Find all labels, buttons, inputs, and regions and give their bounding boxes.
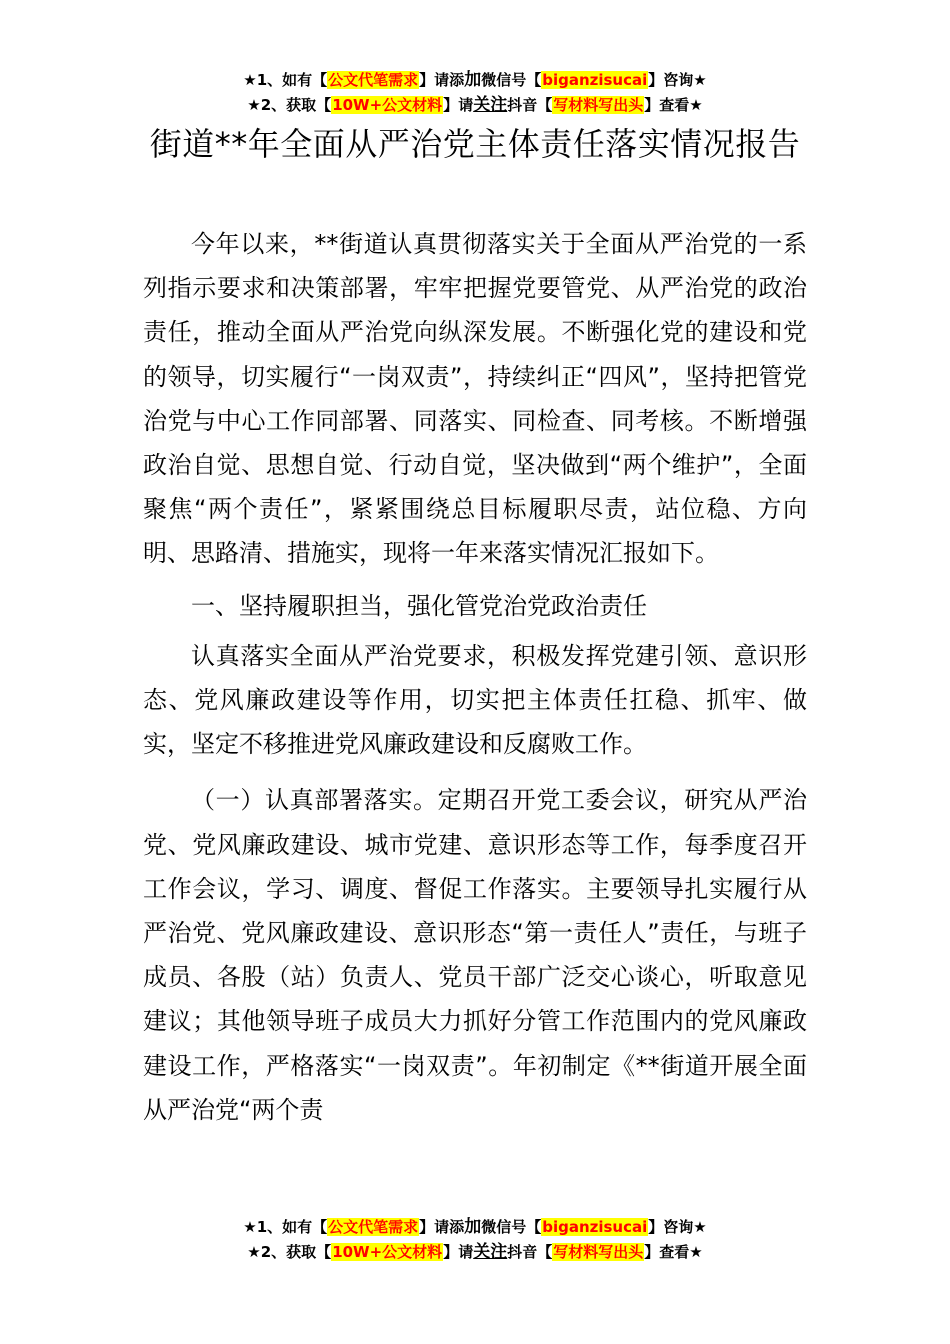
promo-highlight-wechat: biganzisucai bbox=[542, 1218, 648, 1236]
intro-paragraph: 今年以来，**街道认真贯彻落实关于全面从严治党的一系列指示要求和决策部署，牢牢把握党要管党、从严治党的政治责任，推动全面从严治党向纵深发展。不断强化党的建设和党的领导，切实履行“一岗双责”，持续纠正“四风”，坚持把管党治党与中心工作同部署、同落实、同检查、同考核。不断增强政治自觉、思想自觉、行动自觉，坚决做到“两个维护”，全面聚焦“两个责任”，紧紧围绕总目标履职尽责，站位稳、方向明、思路清、措施实，现将一年来落实情况汇报如下。 bbox=[143, 230, 807, 568]
promo-highlight-service: 公文代笔需求 bbox=[328, 71, 419, 89]
promo-line-2 bbox=[0, 93, 950, 118]
promo-text: ★2、获取【 bbox=[247, 1243, 332, 1261]
promo-line-1 bbox=[0, 68, 950, 93]
promo-text: 抖音【 bbox=[507, 1243, 553, 1261]
promo-text: 】请 bbox=[443, 1243, 474, 1261]
promo-text: 】咨询★ bbox=[648, 71, 707, 89]
body-paragraph: 认真落实全面从严治党要求，积极发挥党建引领、意识形态、党风廉政建设等作用，切实把主体责任扛稳、抓牢、做实，坚定不移推进党风廉政建设和反腐败工作。 bbox=[143, 641, 807, 759]
document-body bbox=[143, 222, 807, 1132]
promo-text-emphasis: 关注 bbox=[473, 95, 508, 115]
promo-banner-top bbox=[0, 68, 950, 118]
promo-text: ★1、如有【 bbox=[243, 1218, 328, 1236]
promo-text: 】请添 bbox=[419, 1218, 465, 1236]
promo-text-emphasis: 加 bbox=[464, 70, 482, 90]
promo-highlight-douyin: 写材料写出头 bbox=[553, 96, 644, 114]
promo-text: 微信号【 bbox=[481, 1218, 542, 1236]
promo-highlight-douyin: 写材料写出头 bbox=[553, 1243, 644, 1261]
promo-text: 】查看★ bbox=[644, 96, 703, 114]
promo-text-emphasis: 关注 bbox=[473, 1242, 508, 1262]
promo-banner-bottom bbox=[0, 1215, 950, 1265]
promo-highlight-materials: 10W+公文材料 bbox=[332, 96, 443, 114]
promo-text: 】请 bbox=[443, 96, 474, 114]
promo-line-2 bbox=[0, 1240, 950, 1265]
promo-text: 】咨询★ bbox=[648, 1218, 707, 1236]
promo-text: ★2、获取【 bbox=[247, 96, 332, 114]
subsection-paragraph: （一）认真部署落实。定期召开党工委会议，研究从严治党、党风廉政建设、城市党建、意识形态等工作，每季度召开工作会议，学习、调度、督促工作落实。主要领导扎实履行从严治党、党风廉政建设、意识形态“第一责任人”责任，与班子成员、各股（站）负责人、党员干部广泛交心谈心，听取意见建议；其他领导班子成员大力抓好分管工作范围内的党风廉政建设工作，严格落实“一岗双责”。年初制定《**街道开展全面从严治党“两个责 bbox=[143, 786, 807, 1124]
promo-text: 】查看★ bbox=[644, 1243, 703, 1261]
promo-line-1 bbox=[0, 1215, 950, 1240]
promo-text: 微信号【 bbox=[481, 71, 542, 89]
promo-highlight-materials: 10W+公文材料 bbox=[332, 1243, 443, 1261]
document-title: 街道**年全面从严治党主体责任落实情况报告 bbox=[149, 125, 801, 163]
promo-text: 抖音【 bbox=[507, 96, 553, 114]
promo-text: 】请添 bbox=[419, 71, 465, 89]
promo-text-emphasis: 加 bbox=[464, 1217, 482, 1237]
promo-highlight-service: 公文代笔需求 bbox=[328, 1218, 419, 1236]
promo-highlight-wechat: biganzisucai bbox=[542, 71, 648, 89]
section-heading: 一、坚持履职担当，强化管党治党政治责任 bbox=[191, 591, 647, 620]
promo-text: ★1、如有【 bbox=[243, 71, 328, 89]
